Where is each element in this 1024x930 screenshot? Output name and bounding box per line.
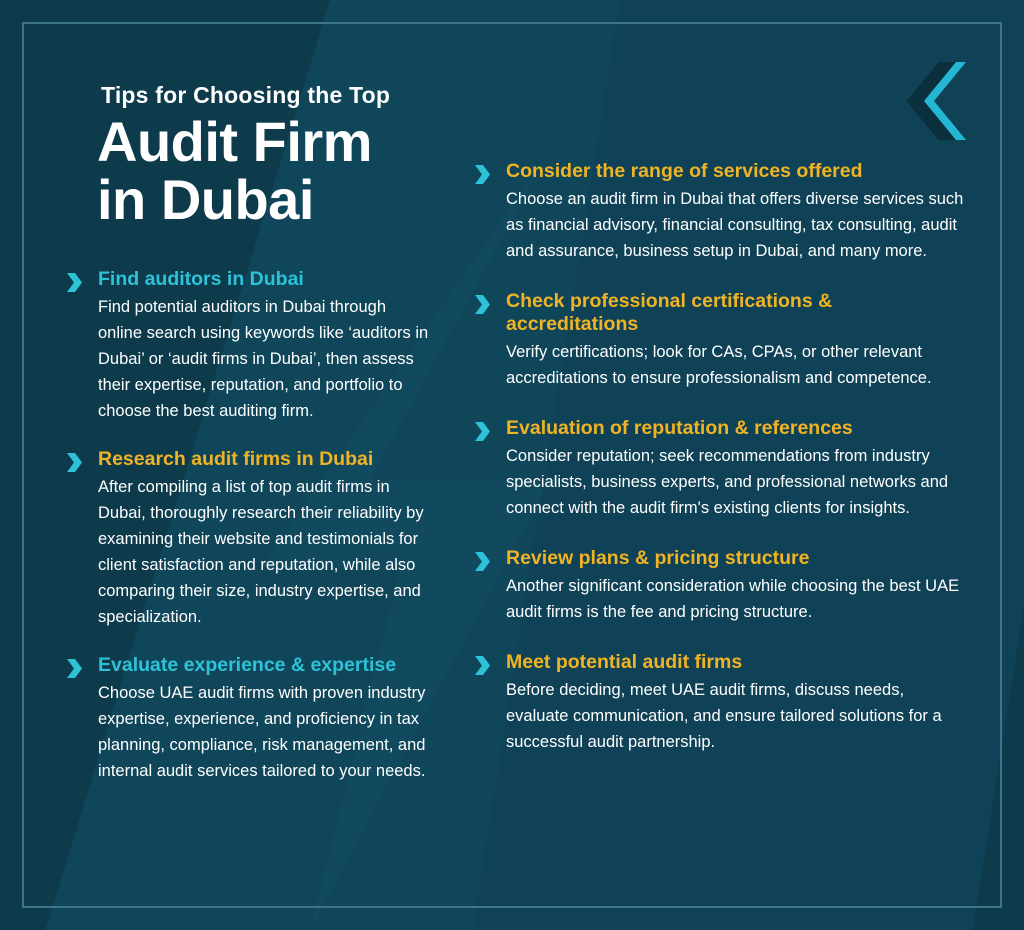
bullet-arrow-icon [474, 422, 491, 441]
tip-title: Research audit firms in Dubai [98, 448, 374, 470]
tip-item [474, 290, 964, 391]
bullet-arrow-icon [66, 453, 83, 472]
headline-line-2: in Dubai [97, 168, 314, 231]
tip-title: Find auditors in Dubai [98, 268, 304, 290]
tip-body: Consider reputation; seek recommendations from industry specialists, business experts, and professional networks and connect with the audit firm's existing clients for insights. [506, 447, 949, 517]
tip-item [66, 268, 434, 424]
title-block [97, 82, 497, 229]
kicker-text: Tips for Choosing the Top [101, 82, 391, 108]
tip-body: Find potential auditors in Dubai through online search using keywords like ‘auditors in Dubai’ or ‘audit firms in Dubai’, then assess their expertise, reputation, and portfolio to choose the best auditing firm. [98, 298, 429, 420]
tips-column-right [474, 160, 964, 781]
bullet-arrow-icon [474, 552, 491, 571]
tip-title: Evaluation of reputation & references [506, 417, 853, 439]
tip-title: Consider the range of services offered [506, 160, 863, 182]
page-title [97, 110, 497, 231]
bullet-arrow-icon [66, 273, 83, 292]
bullet-arrow-icon [474, 165, 491, 184]
bullet-arrow-icon [474, 656, 491, 675]
tip-item [474, 417, 964, 521]
tip-title: Meet potential audit firms [506, 651, 743, 673]
headline-line-1: Audit Firm [97, 110, 372, 173]
bullet-arrow-icon [474, 295, 491, 314]
tip-title: Evaluate experience & expertise [98, 654, 397, 676]
tip-body: After compiling a list of top audit firms in Dubai, thoroughly research their reliability by examining their website and testimonials for client satisfaction and reputation, while also comparing their size, industry expertise, and specialization. [98, 478, 424, 626]
tip-title: Review plans & pricing structure [506, 547, 810, 569]
tip-body: Choose UAE audit firms with proven industry expertise, experience, and proficiency in tax planning, compliance, risk management, and internal audit services tailored to your needs. [98, 684, 426, 780]
tip-item [474, 547, 964, 625]
tip-item [474, 651, 964, 755]
tip-item [474, 160, 964, 264]
tip-item [66, 448, 434, 630]
tip-body: Another significant consideration while choosing the best UAE audit firms is the fee and pricing structure. [506, 577, 960, 621]
tip-item [66, 654, 434, 784]
tip-body: Verify certifications; look for CAs, CPAs, or other relevant accreditations to ensure professionalism and competence. [506, 343, 932, 387]
bullet-arrow-icon [66, 659, 83, 678]
tip-body: Before deciding, meet UAE audit firms, discuss needs, evaluate communication, and ensure tailored solutions for a successful audit partnership. [506, 681, 942, 751]
tip-title: Check professional certifications & accreditations [506, 290, 833, 335]
tip-body: Choose an audit firm in Dubai that offers diverse services such as financial advisory, financial consulting, tax consulting, audit and assurance, business setup in Dubai, and many more. [506, 190, 964, 260]
tips-column-left [66, 268, 434, 808]
company-logo-icon [904, 62, 966, 140]
